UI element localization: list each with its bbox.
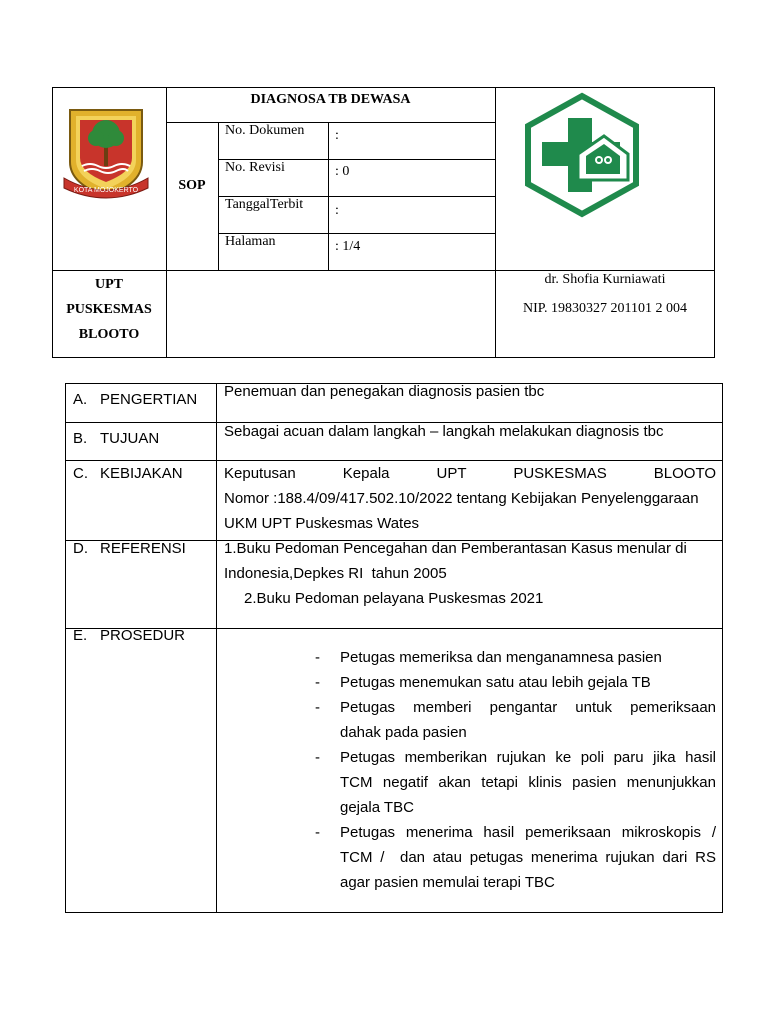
referensi-line: Indonesia,Depkes RI tahun 2005 <box>224 565 447 582</box>
prosedur-line: Petugas menerima hasil pemeriksaan mikroskopis / <box>340 824 716 841</box>
city-crest-icon <box>60 104 152 204</box>
list-bullet: - <box>315 699 320 716</box>
prosedur-line: TCM / dan atau petugas menerima rujukan dari RS <box>340 849 716 866</box>
tujuan-text: Sebagai acuan dalam langkah – langkah melakukan diagnosis tbc <box>224 423 664 440</box>
document-title: DIAGNOSA TB DEWASA <box>250 92 411 107</box>
section-letter: B. <box>73 430 88 447</box>
section-letter: E. <box>73 627 88 644</box>
city-crest-logo <box>60 104 152 204</box>
revision-value: : 0 <box>335 164 350 179</box>
page-value: : 1/4 <box>335 239 361 254</box>
prosedur-line: TCM negatif akan tetapi klinis pasien menunjukkan <box>340 774 716 791</box>
org-name <box>52 272 166 347</box>
section-letter: C. <box>73 465 88 482</box>
kebijakan-line: Keputusan Kepala UPT PUSKESMAS BLOOTO <box>224 465 716 482</box>
section-label-pengertian: PENGERTIAN <box>100 391 198 408</box>
referensi-line: 1.Buku Pedoman Pencegahan dan Pemberantasan Kasus menular di <box>224 540 687 557</box>
crest-ribbon-text: KOTA MOJOKERTO <box>73 187 139 194</box>
sop-label: SOP <box>178 178 206 193</box>
signer-name: dr. Shofia Kurniawati <box>544 272 666 287</box>
list-bullet: - <box>315 674 320 691</box>
issue-date-value: : <box>335 203 339 218</box>
prosedur-line: agar pasien memulai terapi TBC <box>340 874 555 891</box>
org-name-line: BLOOTO <box>78 327 140 342</box>
prosedur-line: Petugas memeriksa dan menganamnesa pasien <box>340 649 662 666</box>
prosedur-line: dahak pada pasien <box>340 724 467 741</box>
section-label-kebijakan: KEBIJAKAN <box>100 465 183 482</box>
doc-number-label: No. Dokumen <box>225 123 305 138</box>
prosedur-line: Petugas memberikan rujukan ke poli paru jika hasil <box>340 749 716 766</box>
revision-label: No. Revisi <box>225 160 285 175</box>
org-name-line: UPT <box>95 277 123 292</box>
section-label-referensi: REFERENSI <box>100 540 186 557</box>
list-bullet: - <box>315 749 320 766</box>
prosedur-line: gejala TBC <box>340 799 414 816</box>
body-divider <box>216 383 217 913</box>
prosedur-line: Petugas menemukan satu atau lebih gejala TB <box>340 674 651 691</box>
doc-number-value: : <box>335 128 339 143</box>
list-bullet: - <box>315 824 320 841</box>
org-name-line: PUSKESMAS <box>66 302 152 317</box>
section-letter: D. <box>73 540 88 557</box>
header-divider <box>166 87 167 358</box>
referensi-line: 2.Buku Pedoman pelayana Puskesmas 2021 <box>244 590 544 607</box>
kebijakan-line: UKM UPT Puskesmas Wates <box>224 515 420 532</box>
page-label: Halaman <box>225 234 276 249</box>
list-bullet: - <box>315 649 320 666</box>
pengertian-text: Penemuan dan penegakan diagnosis pasien tbc <box>224 383 545 400</box>
header-divider <box>495 87 496 358</box>
signer-nip: NIP. 19830327 201101 2 004 <box>523 301 687 316</box>
header-divider <box>166 122 495 123</box>
kebijakan-line: Nomor :188.4/09/417.502.10/2022 tentang Kebijakan Penyelenggaraan <box>224 490 699 507</box>
section-label-prosedur: PROSEDUR <box>100 627 186 644</box>
puskesmas-logo <box>520 90 645 218</box>
section-label-tujuan: TUJUAN <box>100 430 160 447</box>
issue-date-label: TanggalTerbit <box>225 197 304 212</box>
prosedur-line: Petugas memberi pengantar untuk pemeriksaan <box>340 699 716 716</box>
section-letter: A. <box>73 391 88 408</box>
puskesmas-icon <box>520 90 645 218</box>
header-divider <box>52 270 715 271</box>
